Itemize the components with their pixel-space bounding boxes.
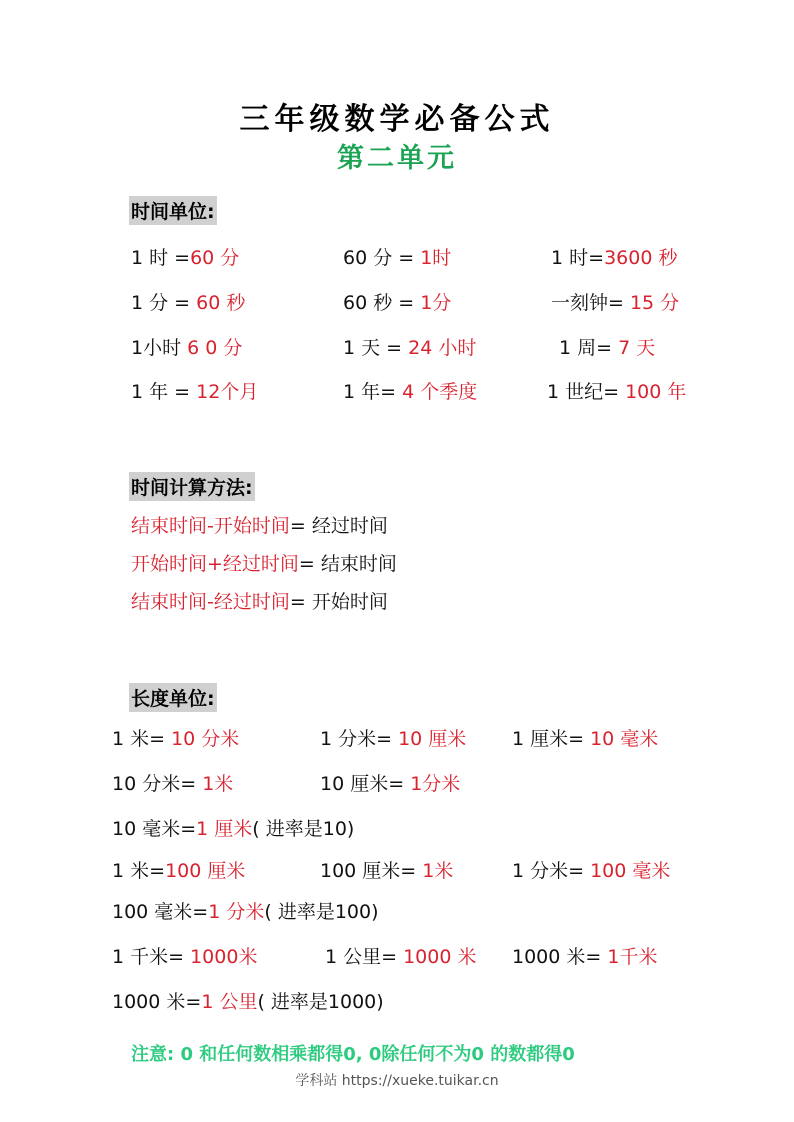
time-unit-entry: 1 时 =60 分 [131,247,240,269]
length-unit-entry: 100 毫米=1 分米( 进率是100) [112,901,379,923]
length-unit-entry: 1 千米= 1000米 [112,946,258,968]
length-unit-entry: 1 公里= 1000 米 [325,946,477,968]
time-calc-formula: 结束时间-经过时间= 开始时间 [131,591,388,613]
section-heading-time-units: 时间单位: [129,196,217,225]
length-unit-entry: 100 厘米= 1米 [320,860,454,882]
time-unit-entry: 1小时 6 0 分 [131,337,243,359]
time-unit-entry: 1 年= 4 个季度 [343,381,478,403]
time-unit-entry: 1 时=3600 秒 [551,247,678,269]
section-heading-time-calc: 时间计算方法: [129,472,255,501]
time-unit-entry: 1 天 = 24 小时 [343,337,477,359]
length-unit-entry: 1 米= 10 分米 [112,728,240,750]
length-unit-entry: 10 厘米= 1分米 [320,773,461,795]
length-unit-entry: 1000 米=1 公里( 进率是1000) [112,991,384,1013]
zero-rule-note: 注意: 0 和任何数相乘都得0, 0除任何不为0 的数都得0 [131,1044,575,1065]
time-calc-formula: 结束时间-开始时间= 经过时间 [131,515,388,537]
page-subtitle: 第二单元 [337,143,457,174]
time-unit-entry: 1 世纪= 100 年 [547,381,687,403]
length-unit-entry: 1 分米= 10 厘米 [320,728,467,750]
length-unit-entry: 1 米=100 厘米 [112,860,246,882]
time-unit-entry: 60 秒 = 1分 [343,292,452,314]
time-unit-entry: 1 分 = 60 秒 [131,292,246,314]
footer-watermark: 学科站 https://xueke.tuikar.cn [295,1073,499,1089]
length-unit-entry: 1 分米= 100 毫米 [512,860,671,882]
time-unit-entry: 一刻钟= 15 分 [551,292,680,314]
time-unit-entry: 60 分 = 1时 [343,247,452,269]
length-unit-entry: 1000 米= 1千米 [512,946,658,968]
time-unit-entry: 1 周= 7 天 [559,337,656,359]
section-heading-length-units: 长度单位: [129,683,217,712]
time-calc-formula: 开始时间+经过时间= 结束时间 [131,553,397,575]
page-title: 三年级数学必备公式 [239,102,555,137]
length-unit-entry: 10 分米= 1米 [112,773,234,795]
time-unit-entry: 1 年 = 12个月 [131,381,259,403]
length-unit-entry: 1 厘米= 10 毫米 [512,728,659,750]
length-unit-entry: 10 毫米=1 厘米( 进率是10) [112,818,355,840]
